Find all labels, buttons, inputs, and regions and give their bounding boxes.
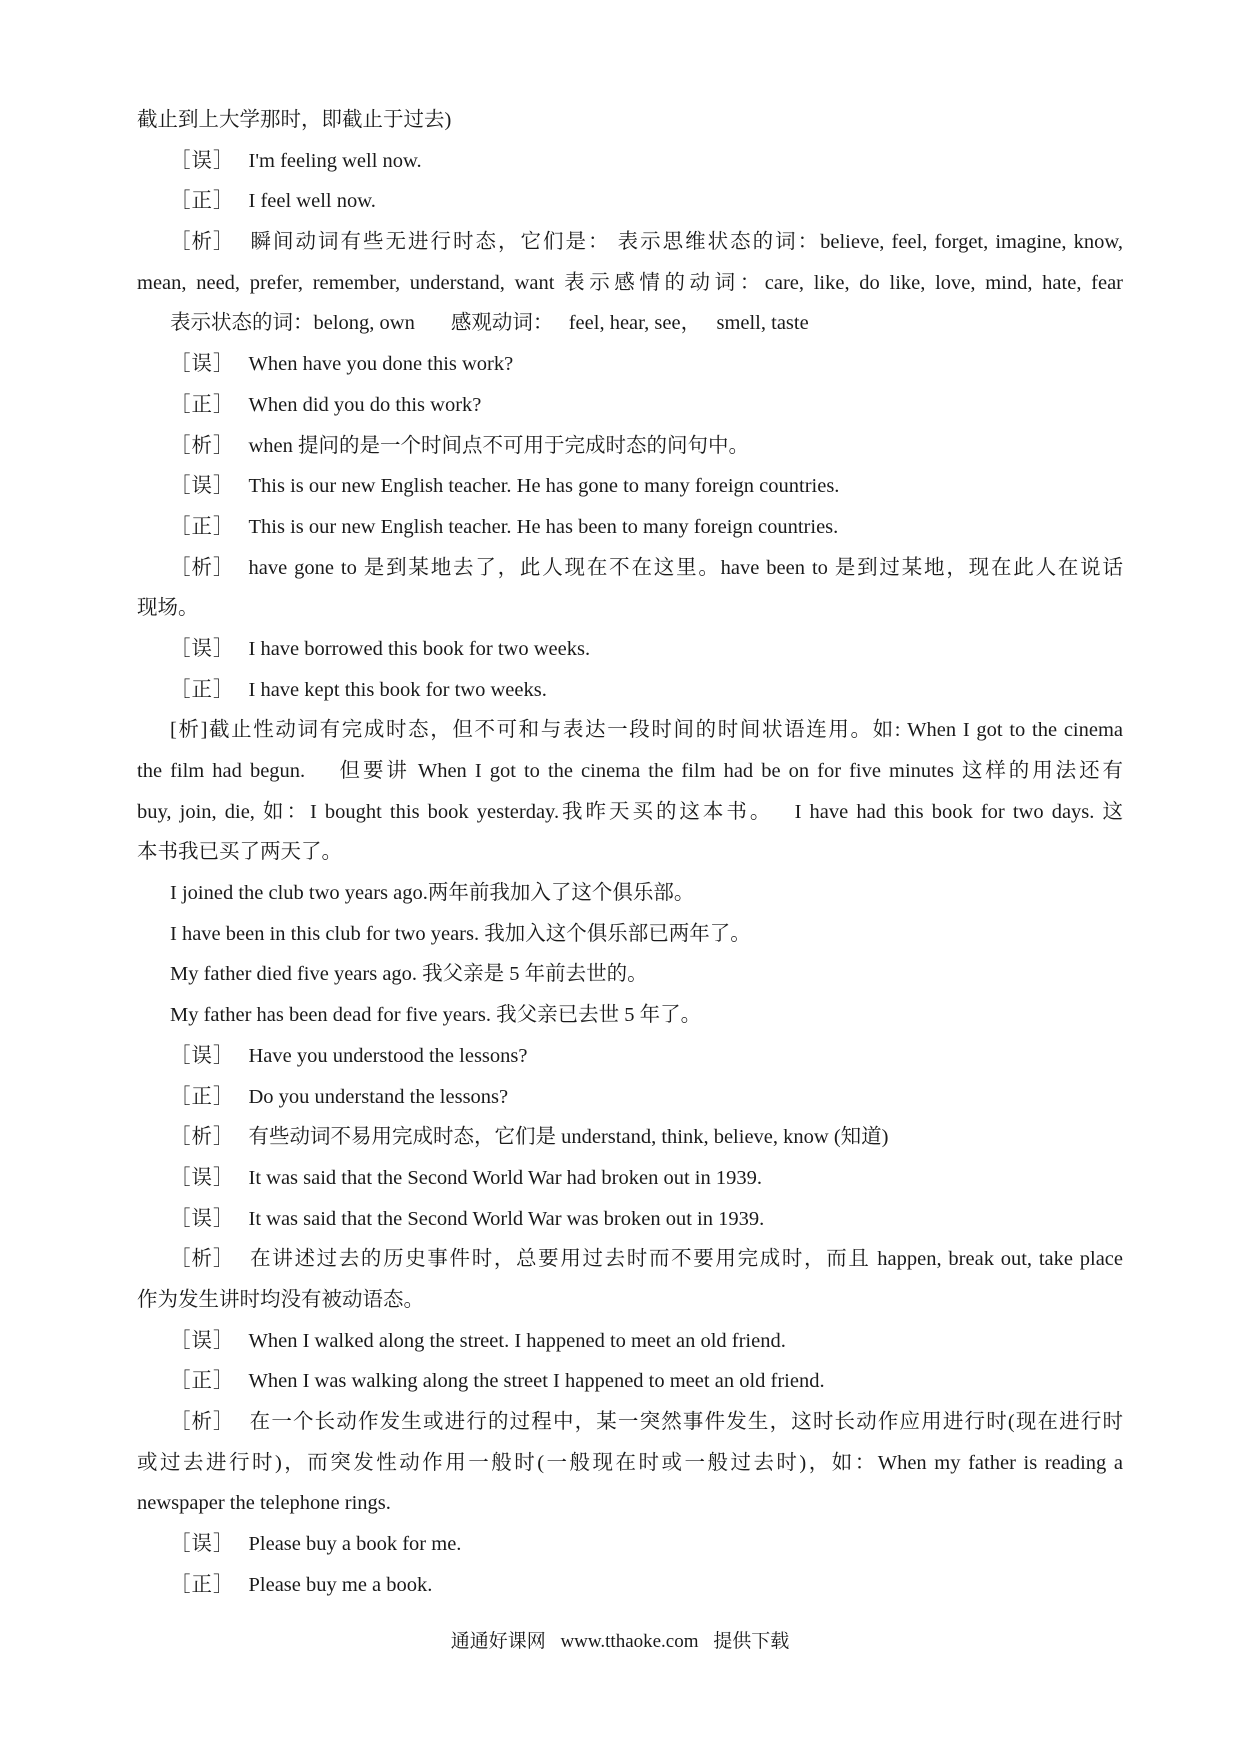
footer-site-name: 通通好课网: [450, 1631, 546, 1652]
text-line: [137, 263, 1123, 304]
footer-note: 提供下载: [713, 1631, 790, 1652]
wrong-example: [137, 1524, 1123, 1565]
analysis-label: [析]: [170, 719, 208, 742]
text-line: [137, 751, 1123, 792]
text-line: [137, 914, 1123, 955]
text: the film had begun. 但要讲 When I got to the cinema the film had be on for five minutes 这样的用法还有: [137, 760, 1123, 782]
text-line: [137, 832, 1123, 873]
right-example: [137, 181, 1123, 222]
text-line: [137, 1443, 1123, 1484]
text-line: [137, 588, 1123, 629]
example-text: Have you understood the lessons?: [248, 1044, 528, 1067]
analysis-line: [137, 1239, 1123, 1280]
wrong-label: ［误］: [170, 637, 235, 660]
analysis-label: ［析］: [170, 1248, 235, 1271]
wrong-label: ［误］: [170, 1207, 235, 1230]
footer-url: www.tthaoke.com: [560, 1631, 699, 1652]
example-text: Please buy me a book.: [248, 1573, 433, 1596]
wrong-example: [137, 1321, 1123, 1362]
text: 表示感情的动词：care, like, do like, love, mind, hate, fear: [564, 271, 1123, 294]
analysis-text: when 提问的是一个时间点不可用于完成时态的问句中。: [248, 434, 750, 457]
wrong-example: [137, 141, 1123, 182]
example-text: I have borrowed this book for two weeks.: [248, 637, 591, 660]
text: 截止到上大学那时，即截止于过去): [137, 109, 452, 131]
text: feel, hear, see，: [568, 312, 702, 335]
text: 感观动词：: [450, 312, 554, 335]
analysis-text: 表示思维状态的词：believe, feel, forget, imagine, know,: [617, 231, 1123, 254]
wrong-label: ［误］: [170, 475, 235, 498]
right-label: ［正］: [170, 1370, 235, 1393]
text: 现场。: [137, 597, 199, 620]
analysis-label: ［析］: [170, 434, 235, 457]
analysis-text: 在一个长动作发生或进行的过程中，某一突然事件发生，这时长动作应用进行时(现在进行时: [248, 1411, 1123, 1433]
document-body: [137, 100, 1123, 1605]
example-text: When have you done this work?: [248, 353, 514, 376]
example-text: When did you do this work?: [248, 393, 482, 416]
text: 或过去进行时)，而突发性动作用一般时(一般现在时或一般过去时)，如：When my father is reading a: [137, 1451, 1123, 1474]
analysis-text: 在讲述过去的历史事件时，总要用过去时而不要用完成时，而且 happen, break out, take place: [248, 1248, 1123, 1271]
wrong-label: ［误］: [170, 1533, 235, 1556]
analysis-text: 瞬间动词有些无进行时态，它们是：: [248, 231, 611, 254]
text: I have been in this club for two years. 我加入这个俱乐部已两年了。: [170, 922, 751, 945]
text: 表示状态的词：belong, own: [170, 312, 415, 335]
right-example: [137, 1361, 1123, 1402]
text-line: [137, 1280, 1123, 1321]
analysis-label: ［析］: [170, 1126, 235, 1149]
example-text: I feel well now.: [248, 190, 376, 213]
example-text: I have kept this book for two weeks.: [248, 678, 547, 701]
right-label: ［正］: [170, 190, 235, 213]
text: 作为发生讲时均没有被动语态。: [137, 1288, 424, 1311]
right-label: ［正］: [170, 393, 235, 416]
text-line: [137, 1483, 1123, 1524]
analysis-line: [137, 426, 1123, 467]
right-example: [137, 1565, 1123, 1606]
analysis-text: 截止性动词有完成时态，但不可和与表达一段时间的时间状语连用。如: When I got to the cinema: [207, 719, 1123, 742]
example-text: It was said that the Second World War had broken out in 1939.: [248, 1166, 762, 1189]
analysis-text: have gone to 是到某地去了，此人现在不在这里。have been to 是到过某地，现在此人在说话: [248, 556, 1123, 579]
text: 本书我已买了两天了。: [137, 841, 342, 864]
text-line: [137, 303, 1123, 344]
right-label: ［正］: [170, 1573, 235, 1596]
wrong-example: [137, 344, 1123, 385]
example-text: This is our new English teacher. He has been to many foreign countries.: [248, 515, 839, 538]
text-line: [137, 954, 1123, 995]
text-line: [137, 995, 1123, 1036]
example-text: Please buy a book for me.: [248, 1533, 462, 1556]
text-line: [137, 873, 1123, 914]
text: smell, taste: [716, 312, 809, 335]
text: My father has been dead for five years. 我父亲已去世 5 年了。: [170, 1004, 702, 1027]
example-text: When I was walking along the street I happened to meet an old friend.: [248, 1370, 825, 1393]
example-text: Do you understand the lessons?: [248, 1085, 509, 1108]
text: I joined the club two years ago.两年前我加入了这个俱乐部。: [170, 882, 695, 905]
right-example: [137, 385, 1123, 426]
wrong-label: ［误］: [170, 353, 235, 376]
text: mean, need, prefer, remember, understand, want: [137, 271, 555, 294]
wrong-label: ［误］: [170, 1329, 235, 1352]
right-example: [137, 1077, 1123, 1118]
text: My father died five years ago. 我父亲是 5 年前去世的。: [170, 963, 648, 986]
example-text: I'm feeling well now.: [248, 149, 422, 172]
wrong-example: [137, 466, 1123, 507]
right-label: ［正］: [170, 678, 235, 701]
wrong-label: ［误］: [170, 149, 235, 172]
wrong-example: [137, 1036, 1123, 1077]
wrong-label: ［误］: [170, 1166, 235, 1189]
right-example: [137, 507, 1123, 548]
analysis-label: ［析］: [170, 231, 235, 254]
analysis-text: 有些动词不易用完成时态，它们是 understand, think, believe, know (知道): [248, 1126, 889, 1149]
analysis-line: [137, 710, 1123, 751]
analysis-label: ［析］: [170, 556, 235, 579]
example-text: This is our new English teacher. He has gone to many foreign countries.: [248, 475, 840, 498]
wrong-label: ［误］: [170, 1044, 235, 1067]
analysis-line: [137, 548, 1123, 589]
example-text: It was said that the Second World War was broken out in 1939.: [248, 1207, 765, 1230]
wrong-example: [137, 1199, 1123, 1240]
analysis-line: [137, 222, 1123, 263]
analysis-line: [137, 1117, 1123, 1158]
text: buy, join, die, 如：I bought this book yesterday.我昨天买的这本书。 I have had this book for two days. 这: [137, 800, 1123, 823]
wrong-example: [137, 629, 1123, 670]
text: newspaper the telephone rings.: [137, 1492, 391, 1515]
text-line: [137, 792, 1123, 833]
page-footer: [0, 1626, 1240, 1653]
right-example: [137, 670, 1123, 711]
right-label: ［正］: [170, 515, 235, 538]
text-line: [137, 100, 1123, 141]
wrong-example: [137, 1158, 1123, 1199]
analysis-line: [137, 1402, 1123, 1443]
right-label: ［正］: [170, 1085, 235, 1108]
example-text: When I walked along the street. I happened to meet an old friend.: [248, 1329, 786, 1352]
analysis-label: ［析］: [170, 1411, 235, 1433]
